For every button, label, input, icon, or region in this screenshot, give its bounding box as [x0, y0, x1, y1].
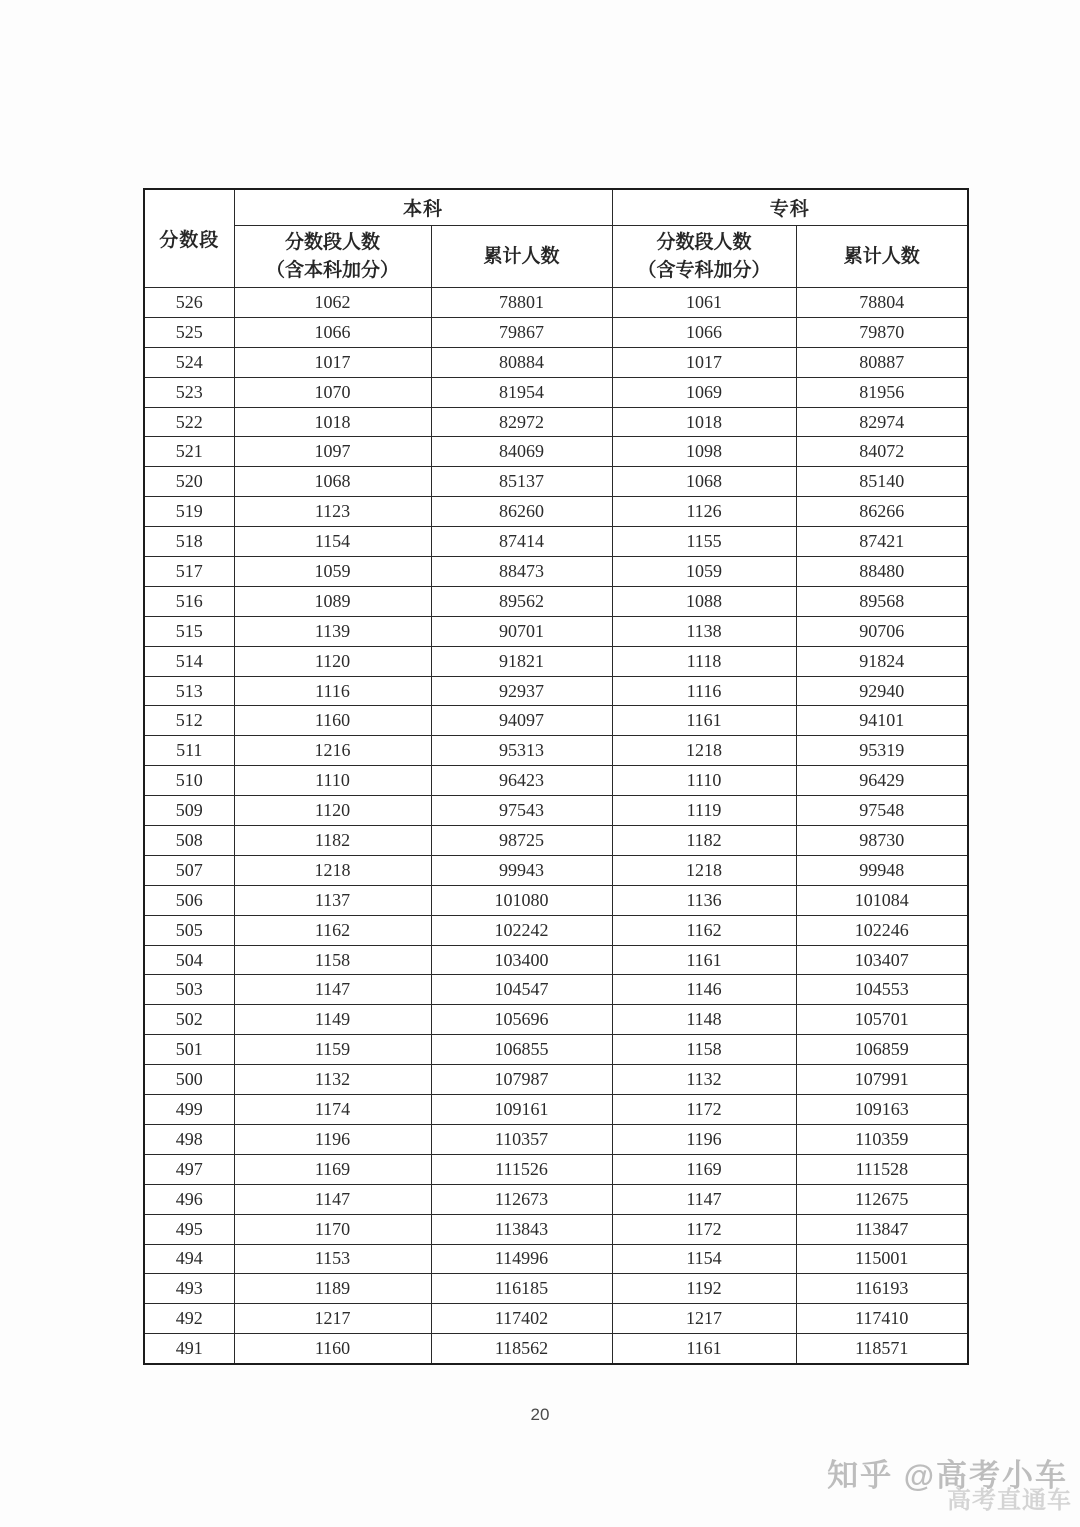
cell-college-cumulative: 97548 — [796, 796, 968, 826]
cell-undergrad-cumulative: 103400 — [431, 945, 612, 975]
score-distribution-table — [143, 188, 969, 1365]
cell-college-count: 1161 — [612, 706, 796, 736]
cell-undergrad-count: 1147 — [234, 1184, 431, 1214]
cell-undergrad-count: 1159 — [234, 1035, 431, 1065]
cell-score-band: 516 — [144, 586, 234, 616]
cell-score-band: 507 — [144, 855, 234, 885]
cell-undergrad-count: 1218 — [234, 855, 431, 885]
cell-score-band: 505 — [144, 915, 234, 945]
cell-undergrad-count: 1174 — [234, 1095, 431, 1125]
cell-undergrad-cumulative: 116185 — [431, 1274, 612, 1304]
table-row — [144, 1005, 968, 1035]
cell-score-band: 496 — [144, 1184, 234, 1214]
table-header — [144, 189, 968, 288]
table-row — [144, 855, 968, 885]
cell-college-cumulative: 106859 — [796, 1035, 968, 1065]
cell-college-count: 1146 — [612, 975, 796, 1005]
cell-college-cumulative: 104553 — [796, 975, 968, 1005]
cell-score-band: 517 — [144, 557, 234, 587]
table-row — [144, 1184, 968, 1214]
cell-college-cumulative: 109163 — [796, 1095, 968, 1125]
cell-score-band: 510 — [144, 766, 234, 796]
cell-college-cumulative: 107991 — [796, 1065, 968, 1095]
cell-college-count: 1169 — [612, 1154, 796, 1184]
cell-score-band: 519 — [144, 497, 234, 527]
cell-college-count: 1088 — [612, 586, 796, 616]
cell-score-band: 504 — [144, 945, 234, 975]
cell-score-band: 511 — [144, 736, 234, 766]
table-row — [144, 497, 968, 527]
cell-undergrad-cumulative: 80884 — [431, 347, 612, 377]
cell-score-band: 497 — [144, 1154, 234, 1184]
cell-college-cumulative: 87421 — [796, 527, 968, 557]
cell-score-band: 499 — [144, 1095, 234, 1125]
cell-undergrad-cumulative: 110357 — [431, 1124, 612, 1154]
cell-score-band: 501 — [144, 1035, 234, 1065]
header-group-undergraduate: 本科 — [234, 189, 612, 226]
cell-undergrad-cumulative: 113843 — [431, 1214, 612, 1244]
cell-college-count: 1182 — [612, 826, 796, 856]
cell-college-count: 1161 — [612, 945, 796, 975]
cell-undergrad-count: 1170 — [234, 1214, 431, 1244]
cell-undergrad-count: 1110 — [234, 766, 431, 796]
table-row — [144, 706, 968, 736]
cell-college-count: 1158 — [612, 1035, 796, 1065]
table-row — [144, 557, 968, 587]
cell-score-band: 521 — [144, 437, 234, 467]
cell-undergrad-cumulative: 99943 — [431, 855, 612, 885]
cell-score-band: 520 — [144, 467, 234, 497]
cell-undergrad-cumulative: 95313 — [431, 736, 612, 766]
cell-score-band: 500 — [144, 1065, 234, 1095]
cell-college-count: 1155 — [612, 527, 796, 557]
table-row — [144, 616, 968, 646]
cell-undergrad-count: 1132 — [234, 1065, 431, 1095]
cell-college-cumulative: 89568 — [796, 586, 968, 616]
cell-score-band: 524 — [144, 347, 234, 377]
header-group-college: 专科 — [612, 189, 968, 226]
cell-score-band: 506 — [144, 885, 234, 915]
cell-undergrad-cumulative: 90701 — [431, 616, 612, 646]
header-undergrad-count-line1: 分数段人数 — [284, 231, 380, 253]
cell-undergrad-count: 1153 — [234, 1244, 431, 1274]
cell-college-cumulative: 94101 — [796, 706, 968, 736]
table-row — [144, 1035, 968, 1065]
cell-undergrad-count: 1169 — [234, 1154, 431, 1184]
cell-college-count: 1161 — [612, 1334, 796, 1364]
cell-college-cumulative: 88480 — [796, 557, 968, 587]
table-row — [144, 1214, 968, 1244]
cell-undergrad-cumulative: 117402 — [431, 1304, 612, 1334]
cell-undergrad-cumulative: 118562 — [431, 1334, 612, 1364]
cell-undergrad-cumulative: 106855 — [431, 1035, 612, 1065]
cell-undergrad-cumulative: 89562 — [431, 586, 612, 616]
cell-undergrad-cumulative: 102242 — [431, 915, 612, 945]
header-college-count — [612, 226, 796, 288]
table-row — [144, 1154, 968, 1184]
cell-undergrad-count: 1160 — [234, 706, 431, 736]
cell-college-count: 1148 — [612, 1005, 796, 1035]
cell-undergrad-count: 1147 — [234, 975, 431, 1005]
cell-undergrad-count: 1018 — [234, 407, 431, 437]
cell-score-band: 523 — [144, 377, 234, 407]
cell-undergrad-count: 1017 — [234, 347, 431, 377]
cell-college-cumulative: 78804 — [796, 288, 968, 318]
cell-college-cumulative: 112675 — [796, 1184, 968, 1214]
cell-college-count: 1154 — [612, 1244, 796, 1274]
cell-undergrad-count: 1149 — [234, 1005, 431, 1035]
cell-college-count: 1162 — [612, 915, 796, 945]
cell-undergrad-count: 1189 — [234, 1274, 431, 1304]
cell-score-band: 508 — [144, 826, 234, 856]
cell-college-count: 1116 — [612, 676, 796, 706]
cell-score-band: 503 — [144, 975, 234, 1005]
cell-score-band: 509 — [144, 796, 234, 826]
cell-college-count: 1172 — [612, 1214, 796, 1244]
cell-undergrad-count: 1116 — [234, 676, 431, 706]
cell-undergrad-cumulative: 86260 — [431, 497, 612, 527]
header-college-count-line2: （含专科加分） — [637, 259, 771, 281]
table-row — [144, 317, 968, 347]
cell-college-count: 1126 — [612, 497, 796, 527]
cell-college-cumulative: 92940 — [796, 676, 968, 706]
header-college-cumulative: 累计人数 — [796, 226, 968, 288]
table-row — [144, 736, 968, 766]
cell-undergrad-cumulative: 78801 — [431, 288, 612, 318]
cell-college-count: 1110 — [612, 766, 796, 796]
table-row — [144, 885, 968, 915]
cell-college-count: 1069 — [612, 377, 796, 407]
table-row — [144, 437, 968, 467]
cell-undergrad-cumulative: 96423 — [431, 766, 612, 796]
cell-undergrad-count: 1066 — [234, 317, 431, 347]
cell-college-count: 1196 — [612, 1124, 796, 1154]
cell-college-cumulative: 79870 — [796, 317, 968, 347]
table-body — [144, 288, 968, 1365]
cell-undergrad-count: 1097 — [234, 437, 431, 467]
cell-undergrad-count: 1158 — [234, 945, 431, 975]
header-score-band: 分数段 — [144, 189, 234, 288]
cell-college-count: 1119 — [612, 796, 796, 826]
cell-score-band: 513 — [144, 676, 234, 706]
cell-undergrad-cumulative: 91821 — [431, 646, 612, 676]
table-row — [144, 826, 968, 856]
cell-undergrad-count: 1162 — [234, 915, 431, 945]
cell-college-count: 1017 — [612, 347, 796, 377]
cell-college-cumulative: 102246 — [796, 915, 968, 945]
cell-college-count: 1061 — [612, 288, 796, 318]
cell-college-count: 1132 — [612, 1065, 796, 1095]
watermark-zhihu: 知乎 @高考小车 — [827, 1458, 1068, 1493]
cell-undergrad-cumulative: 84069 — [431, 437, 612, 467]
cell-undergrad-cumulative: 98725 — [431, 826, 612, 856]
cell-score-band: 492 — [144, 1304, 234, 1334]
cell-undergrad-count: 1120 — [234, 646, 431, 676]
table-row — [144, 766, 968, 796]
cell-undergrad-count: 1068 — [234, 467, 431, 497]
cell-college-cumulative: 90706 — [796, 616, 968, 646]
cell-undergrad-cumulative: 107987 — [431, 1065, 612, 1095]
table-row — [144, 1274, 968, 1304]
table-row — [144, 1334, 968, 1364]
watermark-secondary: 高考直通车 — [947, 1487, 1072, 1514]
cell-college-cumulative: 113847 — [796, 1214, 968, 1244]
cell-undergrad-cumulative: 88473 — [431, 557, 612, 587]
table-row — [144, 377, 968, 407]
cell-score-band: 495 — [144, 1214, 234, 1244]
table-row — [144, 1095, 968, 1125]
cell-score-band: 493 — [144, 1274, 234, 1304]
cell-score-band: 522 — [144, 407, 234, 437]
cell-undergrad-cumulative: 105696 — [431, 1005, 612, 1035]
cell-undergrad-count: 1182 — [234, 826, 431, 856]
cell-score-band: 525 — [144, 317, 234, 347]
cell-score-band: 515 — [144, 616, 234, 646]
cell-college-count: 1098 — [612, 437, 796, 467]
cell-undergrad-cumulative: 114996 — [431, 1244, 612, 1274]
table-row — [144, 1244, 968, 1274]
table-row — [144, 347, 968, 377]
header-college-count-line1: 分数段人数 — [656, 231, 752, 253]
cell-college-count: 1217 — [612, 1304, 796, 1334]
cell-undergrad-count: 1059 — [234, 557, 431, 587]
cell-college-count: 1138 — [612, 616, 796, 646]
cell-college-cumulative: 96429 — [796, 766, 968, 796]
cell-college-cumulative: 111528 — [796, 1154, 968, 1184]
cell-college-count: 1147 — [612, 1184, 796, 1214]
cell-undergrad-count: 1137 — [234, 885, 431, 915]
table-row — [144, 676, 968, 706]
cell-college-cumulative: 103407 — [796, 945, 968, 975]
table-row — [144, 915, 968, 945]
table-row — [144, 586, 968, 616]
header-undergrad-cumulative: 累计人数 — [431, 226, 612, 288]
cell-college-cumulative: 98730 — [796, 826, 968, 856]
table-row — [144, 288, 968, 318]
table-row — [144, 945, 968, 975]
cell-college-count: 1192 — [612, 1274, 796, 1304]
table-row — [144, 975, 968, 1005]
cell-undergrad-cumulative: 79867 — [431, 317, 612, 347]
cell-undergrad-cumulative: 87414 — [431, 527, 612, 557]
cell-college-cumulative: 117410 — [796, 1304, 968, 1334]
cell-college-cumulative: 82974 — [796, 407, 968, 437]
cell-college-count: 1118 — [612, 646, 796, 676]
cell-college-cumulative: 81956 — [796, 377, 968, 407]
cell-college-count: 1068 — [612, 467, 796, 497]
table-row — [144, 1065, 968, 1095]
cell-score-band: 526 — [144, 288, 234, 318]
cell-college-count: 1059 — [612, 557, 796, 587]
cell-college-count: 1136 — [612, 885, 796, 915]
table-row — [144, 796, 968, 826]
table-row — [144, 1124, 968, 1154]
cell-score-band: 518 — [144, 527, 234, 557]
cell-undergrad-count: 1062 — [234, 288, 431, 318]
cell-college-count: 1218 — [612, 736, 796, 766]
cell-undergrad-cumulative: 97543 — [431, 796, 612, 826]
cell-undergrad-cumulative: 81954 — [431, 377, 612, 407]
table-row — [144, 407, 968, 437]
cell-undergrad-cumulative: 111526 — [431, 1154, 612, 1184]
cell-score-band: 514 — [144, 646, 234, 676]
cell-undergrad-count: 1123 — [234, 497, 431, 527]
table-row — [144, 467, 968, 497]
cell-undergrad-cumulative: 112673 — [431, 1184, 612, 1214]
header-undergrad-count — [234, 226, 431, 288]
table-row — [144, 646, 968, 676]
cell-college-count: 1172 — [612, 1095, 796, 1125]
cell-undergrad-count: 1154 — [234, 527, 431, 557]
cell-college-cumulative: 118571 — [796, 1334, 968, 1364]
cell-undergrad-count: 1160 — [234, 1334, 431, 1364]
cell-undergrad-count: 1089 — [234, 586, 431, 616]
cell-score-band: 498 — [144, 1124, 234, 1154]
cell-college-cumulative: 99948 — [796, 855, 968, 885]
cell-college-cumulative: 85140 — [796, 467, 968, 497]
table-row — [144, 527, 968, 557]
cell-undergrad-count: 1216 — [234, 736, 431, 766]
cell-undergrad-cumulative: 101080 — [431, 885, 612, 915]
cell-undergrad-cumulative: 82972 — [431, 407, 612, 437]
cell-score-band: 494 — [144, 1244, 234, 1274]
cell-college-cumulative: 80887 — [796, 347, 968, 377]
cell-undergrad-count: 1196 — [234, 1124, 431, 1154]
cell-undergrad-cumulative: 94097 — [431, 706, 612, 736]
cell-undergrad-cumulative: 92937 — [431, 676, 612, 706]
cell-undergrad-count: 1070 — [234, 377, 431, 407]
cell-undergrad-count: 1217 — [234, 1304, 431, 1334]
cell-college-cumulative: 84072 — [796, 437, 968, 467]
cell-score-band: 512 — [144, 706, 234, 736]
cell-score-band: 491 — [144, 1334, 234, 1364]
cell-college-cumulative: 95319 — [796, 736, 968, 766]
cell-college-count: 1218 — [612, 855, 796, 885]
header-undergrad-count-line2: （含本科加分） — [265, 259, 399, 281]
page-number: 20 — [530, 1405, 550, 1424]
cell-college-cumulative: 91824 — [796, 646, 968, 676]
cell-college-count: 1018 — [612, 407, 796, 437]
cell-college-count: 1066 — [612, 317, 796, 347]
cell-score-band: 502 — [144, 1005, 234, 1035]
table-row — [144, 1304, 968, 1334]
cell-undergrad-cumulative: 104547 — [431, 975, 612, 1005]
cell-undergrad-count: 1120 — [234, 796, 431, 826]
cell-undergrad-cumulative: 109161 — [431, 1095, 612, 1125]
cell-college-cumulative: 101084 — [796, 885, 968, 915]
cell-college-cumulative: 110359 — [796, 1124, 968, 1154]
cell-college-cumulative: 116193 — [796, 1274, 968, 1304]
cell-college-cumulative: 115001 — [796, 1244, 968, 1274]
cell-undergrad-count: 1139 — [234, 616, 431, 646]
cell-undergrad-cumulative: 85137 — [431, 467, 612, 497]
cell-college-cumulative: 86266 — [796, 497, 968, 527]
cell-college-cumulative: 105701 — [796, 1005, 968, 1035]
